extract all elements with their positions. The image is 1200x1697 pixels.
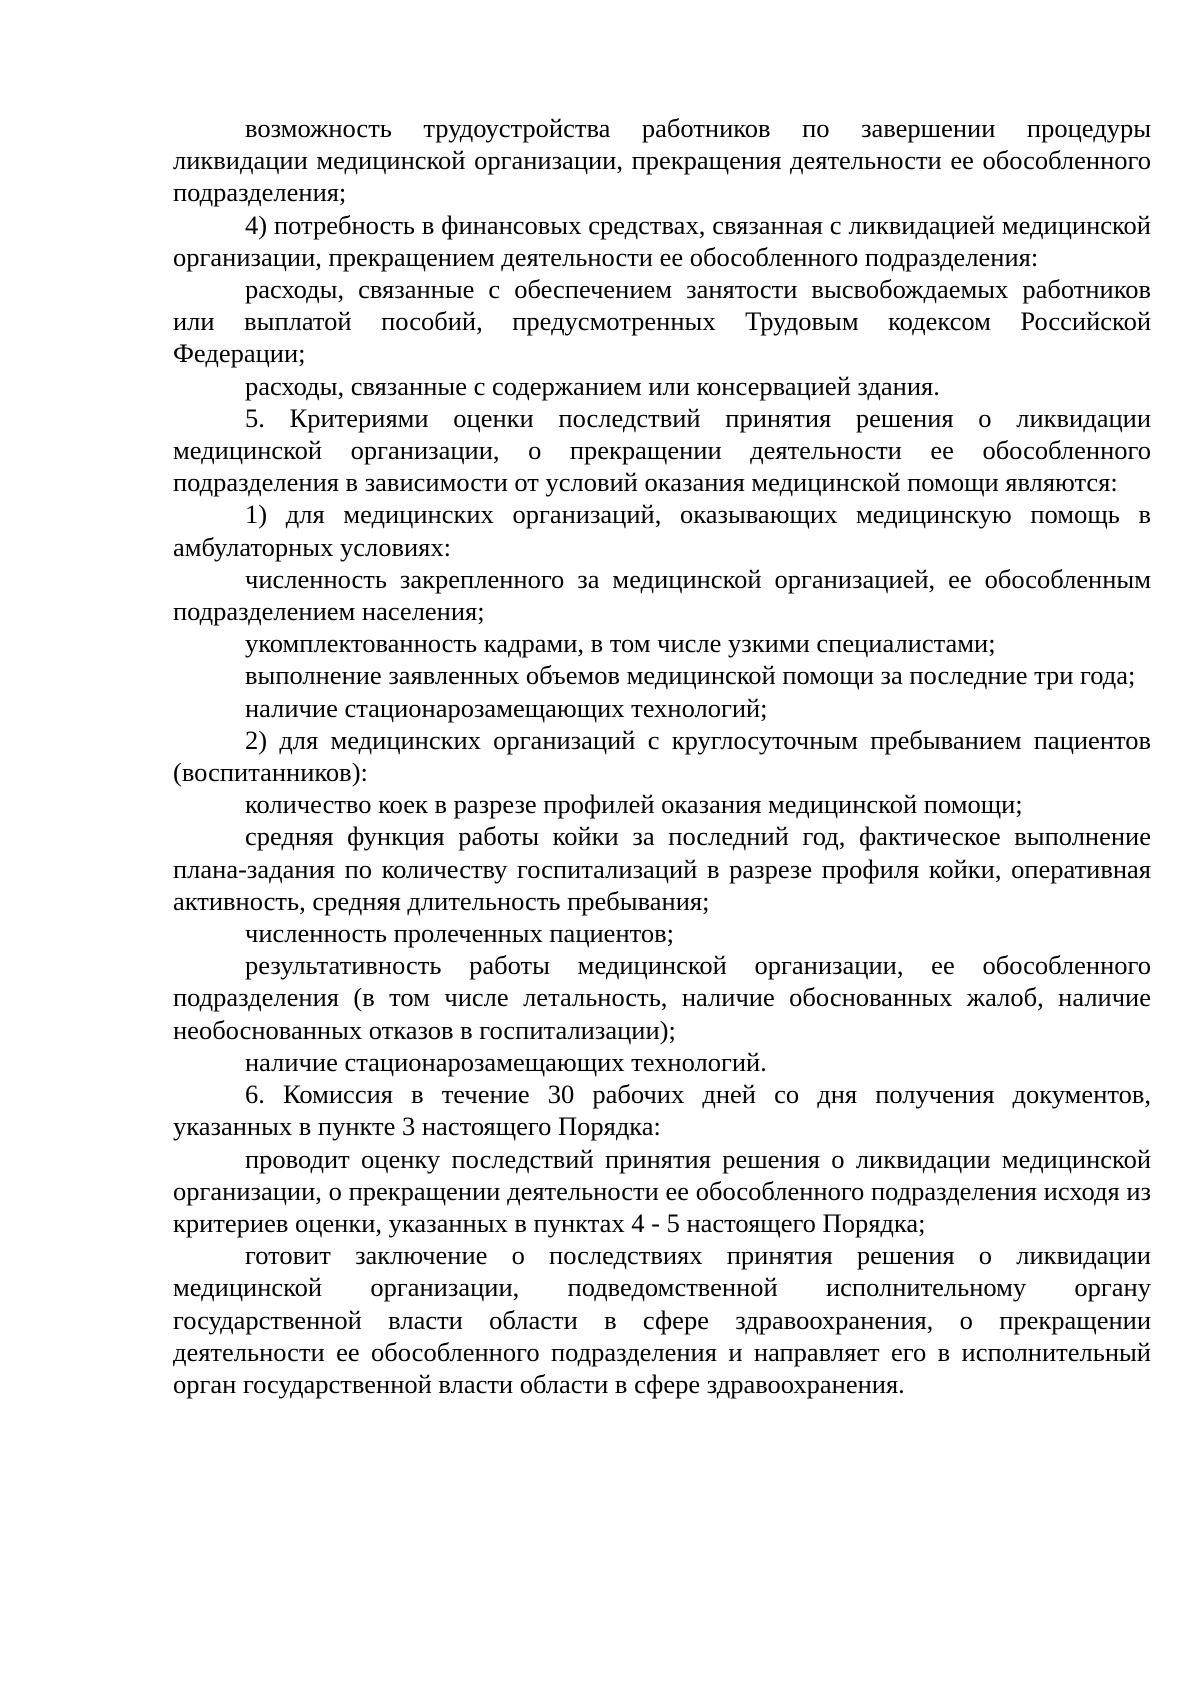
paragraph-building-expenses: расходы, связанные с содержанием или консервацией здания.: [245, 370, 940, 401]
paragraph-attached-population: численность закрепленного за медицинской организацией, ее обособленным подразделением населения;: [173, 563, 1151, 627]
paragraph-item-1-outpatient: 1) для медицинских организаций, оказывающих медицинскую помощь в амбулаторных условиях:: [173, 499, 1151, 562]
paragraph-bed-function: средняя функция работы койки за последний год, фактическое выполнение плана-задания по количеству госпитализаций в разрезе профиля койки, оперативная активность, средняя длительность пребывания;: [173, 821, 1151, 916]
paragraph-treated-patients: численность пролеченных пациентов;: [245, 918, 674, 949]
paragraph-conclusion: готовит заключение о последствиях принятия решения о ликвидации медицинской организации, подведомственной исполнительному органу государственной власти области в сфере здравоохранения, о прекращении деятельности ее обособленного подразделения и направляет его в исполнительный орган государственной власти области в сфере здравоохранения.: [173, 1240, 1151, 1399]
paragraph-assessment: проводит оценку последствий принятия решения о ликвидации медицинской организации, о прекращении деятельности ее обособленного подразделения исходя из критериев оценки, указанных в пунктах 4 - 5 настоящего Порядка;: [173, 1143, 1151, 1238]
paragraph-volume-fulfillment: выполнение заявленных объемов медицинской помощи за последние три года;: [245, 660, 1136, 691]
paragraph-inpatient-replacing-tech-2: наличие стационарозамещающих технологий.: [245, 1046, 767, 1077]
paragraph-bed-count: количество коек в разрезе профилей оказания медицинской помощи;: [245, 789, 1023, 820]
paragraph-staffing: укомплектованность кадрами, в том числе узкими специалистами;: [245, 628, 996, 659]
paragraph-employment-possibility: возможность трудоустройства работников по завершении процедуры ликвидации медицинской организации, прекращения деятельности ее обособленного подразделения;: [173, 113, 1151, 208]
paragraph-section-5-criteria: 5. Критериями оценки последствий принятия решения о ликвидации медицинской организации, о прекращении деятельности ее обособленного подразделения в зависимости от условий оказания медицинской помощи являются:: [173, 402, 1151, 498]
paragraph-section-6-commission: 6. Комиссия в течение 30 рабочих дней со дня получения документов, указанных в пункте 3 настоящего Порядка:: [173, 1079, 1151, 1142]
paragraph-item-4-financial-needs: 4) потребность в финансовых средствах, связанная с ликвидацией медицинской организации, прекращением деятельности ее обособленного подразделения:: [173, 209, 1151, 272]
paragraph-employment-expenses: расходы, связанные с обеспечением занятости высвобождаемых работников или выплатой пособий, предусмотренных Трудовым кодексом Российской Федерации;: [173, 274, 1151, 369]
paragraph-inpatient-replacing-tech: наличие стационарозамещающих технологий;: [245, 692, 768, 723]
paragraph-item-2-round-the-clock: 2) для медицинских организаций с круглосуточным пребыванием пациентов (воспитанников):: [173, 724, 1151, 788]
document-page: [173, 112, 1151, 1400]
paragraph-performance: результативность работы медицинской организации, ее обособленного подразделения (в том числе летальность, наличие обоснованных жалоб, наличие необоснованных отказов в госпитализации);: [173, 950, 1151, 1045]
